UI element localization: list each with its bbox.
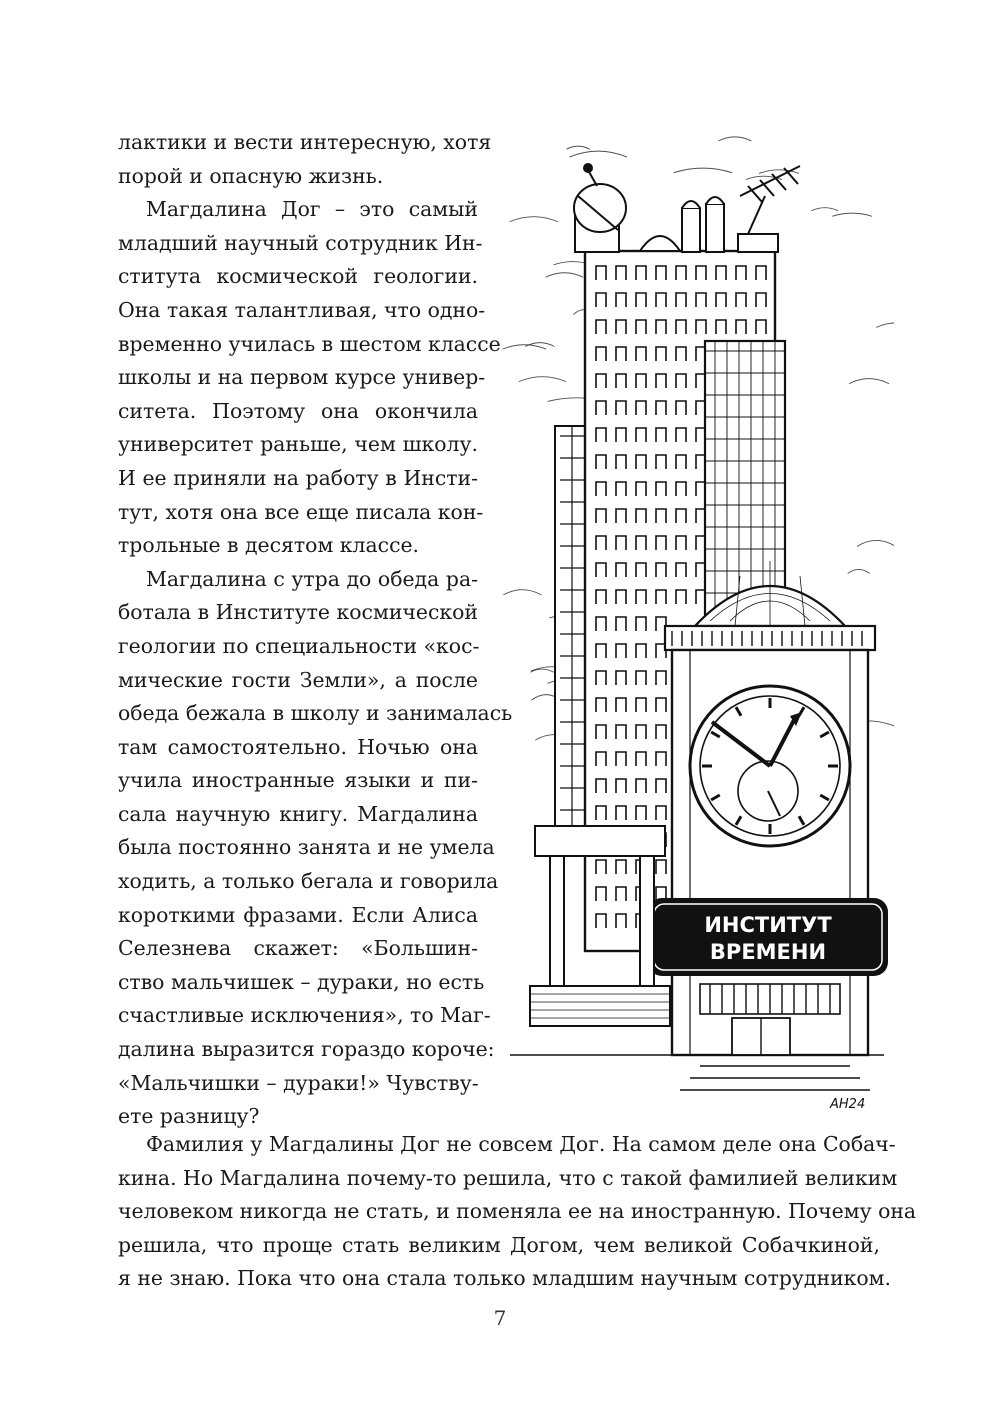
sign-line-2: ВРЕМЕНИ (709, 940, 827, 964)
text-column-line: Селезнева скажет: «Большин- (118, 936, 478, 961)
page-number: 7 (493, 1306, 507, 1330)
sign-line-1: ИНСТИТУТ (704, 913, 832, 937)
text-column-line: университет раньше, чем школу. (118, 432, 478, 457)
text-column-line: И ее приняли на работу в Инсти- (118, 465, 478, 490)
text-column-line: школы и на первом курсе универ- (118, 365, 486, 390)
text-column-line: «Мальчишки – дураки!» Чувству- (118, 1070, 479, 1095)
text-column-line: ете разницу? (118, 1104, 260, 1129)
text-column-line: мические гости Земли», а после (118, 667, 478, 692)
rooftop-equipment (574, 164, 800, 252)
bottom-paragraph-line: кина. Но Магдалина почему-то решила, что с такой фамилией великим (118, 1165, 898, 1190)
text-column-line: была постоянно занята и не умела (118, 835, 495, 860)
text-column-line: счастливые исключения», то Маг- (118, 1003, 491, 1028)
text-column-line: ботала в Институте космической (118, 600, 478, 625)
text-column-line: далина выразится гораздо короче: (118, 1037, 495, 1062)
text-column-line: Она такая талантливая, что одно- (118, 297, 486, 322)
bottom-paragraph-line: решила, что проще стать великим Догом, чем великой Собачкиной, (118, 1232, 880, 1257)
text-column-line: трольные в десятом классе. (118, 533, 420, 558)
text-column-line: временно училась в шестом классе (118, 331, 501, 356)
artist-signature: АН24 (830, 1097, 866, 1112)
ground-steps (510, 1055, 884, 1090)
text-column-line: лактики и вести интересную, хотя (118, 130, 492, 154)
text-column-line: учила иностранные языки и пи- (118, 768, 478, 793)
text-column-line: Магдалина Дог – это самый (146, 197, 478, 222)
text-column-line: ситета. Поэтому она окончила (118, 398, 478, 423)
text-column-line: обеда бежала в школу и занималась (118, 701, 513, 726)
bottom-paragraph-line: Фамилия у Магдалины Дог не совсем Дог. На самом деле она Собач- (146, 1132, 896, 1156)
text-column-line: тут, хотя она все еще писала кон- (118, 499, 484, 524)
institute-of-time-illustration (500, 126, 894, 1116)
text-column-line: ходить, а только бегала и говорила (118, 869, 499, 894)
text-column-line: ститута космической геологии. (118, 264, 478, 289)
text-column-line: там самостоятельно. Ночью она (118, 734, 478, 759)
bottom-paragraph (118, 1128, 917, 1296)
clock-building (648, 561, 888, 1055)
text-column-line: порой и опасную жизнь. (118, 163, 384, 188)
bottom-paragraph-line: человеком никогда не стать, и поменяла ее на иностранную. Почему она (118, 1199, 917, 1224)
bottom-paragraph-line: я не знаю. Пока что она стала только младшим научным сотрудником. (118, 1266, 892, 1291)
text-column-line: геологии по специальности «кос- (118, 633, 480, 658)
text-column-line: Магдалина с утра до обеда ра- (146, 566, 478, 591)
text-column-line: ство мальчишек – дураки, но есть (118, 969, 485, 994)
text-column-line: сала научную книгу. Магдалина (118, 801, 478, 826)
text-column (118, 126, 513, 1134)
text-column-line: короткими фразами. Если Алиса (118, 902, 478, 927)
text-column-line: младший научный сотрудник Ин- (118, 230, 483, 255)
